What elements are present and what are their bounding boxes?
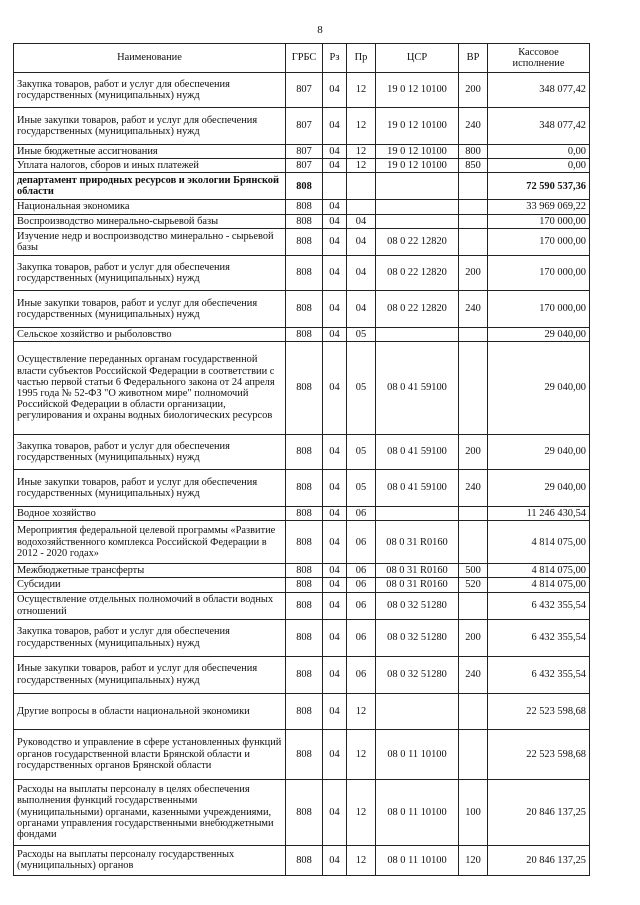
cell-vr: 200 bbox=[459, 255, 488, 290]
table-row bbox=[14, 470, 590, 507]
cell-rz: 04 bbox=[323, 656, 347, 693]
table-row bbox=[14, 342, 590, 435]
cell-pr: 12 bbox=[347, 693, 376, 729]
cell-grbs: 808 bbox=[286, 255, 323, 290]
cell-pr: 12 bbox=[347, 108, 376, 145]
cell-grbs: 808 bbox=[286, 656, 323, 693]
table-row bbox=[14, 656, 590, 693]
table-row bbox=[14, 435, 590, 470]
budget-execution-table bbox=[13, 43, 590, 876]
cell-grbs: 808 bbox=[286, 200, 323, 214]
cell-csr: 08 0 22 12820 bbox=[376, 255, 459, 290]
cell-pr: 05 bbox=[347, 435, 376, 470]
cell-vr: 240 bbox=[459, 108, 488, 145]
cell-vr bbox=[459, 327, 488, 341]
cell-vr: 200 bbox=[459, 435, 488, 470]
cell-csr: 08 0 22 12820 bbox=[376, 290, 459, 327]
cell-pr: 05 bbox=[347, 470, 376, 507]
page-number: 8 bbox=[317, 24, 323, 36]
header-pr: Пр bbox=[347, 44, 376, 73]
cell-csr: 08 0 11 10100 bbox=[376, 845, 459, 875]
cell-name: Межбюджетные трансферты bbox=[14, 564, 286, 578]
cell-name: Закупка товаров, работ и услуг для обеспечения государственных (муниципальных) нужд bbox=[14, 619, 286, 656]
cell-csr: 08 0 41 59100 bbox=[376, 470, 459, 507]
cell-name: Изучение недр и воспроизводство минерально - сырьевой базы bbox=[14, 228, 286, 255]
cell-vr bbox=[459, 693, 488, 729]
cell-pr: 12 bbox=[347, 73, 376, 108]
cell-vr: 240 bbox=[459, 290, 488, 327]
cell-sum: 4 814 075,00 bbox=[488, 578, 590, 592]
cell-rz: 04 bbox=[323, 228, 347, 255]
cell-csr bbox=[376, 214, 459, 228]
cell-csr: 08 0 31 R0160 bbox=[376, 521, 459, 564]
cell-name: Уплата налогов, сборов и иных платежей bbox=[14, 159, 286, 173]
cell-pr: 05 bbox=[347, 327, 376, 341]
cell-name: Воспроизводство минерально-сырьевой базы bbox=[14, 214, 286, 228]
cell-vr bbox=[459, 342, 488, 435]
table-row bbox=[14, 619, 590, 656]
cell-grbs: 808 bbox=[286, 521, 323, 564]
cell-name: Субсидии bbox=[14, 578, 286, 592]
cell-csr: 19 0 12 10100 bbox=[376, 108, 459, 145]
cell-sum: 72 590 537,36 bbox=[488, 173, 590, 200]
cell-sum: 4 814 075,00 bbox=[488, 521, 590, 564]
cell-name: Мероприятия федеральной целевой программы «Развитие водохозяйственного комплекса Российской Федерации в 2012 - 2020 годах» bbox=[14, 521, 286, 564]
cell-pr bbox=[347, 200, 376, 214]
cell-vr bbox=[459, 521, 488, 564]
table-row bbox=[14, 159, 590, 173]
cell-csr bbox=[376, 327, 459, 341]
cell-vr bbox=[459, 200, 488, 214]
cell-vr bbox=[459, 173, 488, 200]
cell-pr: 12 bbox=[347, 845, 376, 875]
cell-pr: 12 bbox=[347, 729, 376, 779]
table-row bbox=[14, 564, 590, 578]
cell-name: департамент природных ресурсов и экологии Брянской области bbox=[14, 173, 286, 200]
table-row bbox=[14, 200, 590, 214]
cell-name: Другие вопросы в области национальной экономики bbox=[14, 693, 286, 729]
cell-sum: 29 040,00 bbox=[488, 470, 590, 507]
cell-vr: 500 bbox=[459, 564, 488, 578]
cell-pr: 12 bbox=[347, 159, 376, 173]
header-rz: Рз bbox=[323, 44, 347, 73]
cell-csr: 19 0 12 10100 bbox=[376, 145, 459, 159]
cell-sum: 170 000,00 bbox=[488, 214, 590, 228]
cell-name: Руководство и управление в сфере установленных функций органов государственной власти Брянской области и государственных органов Брянской области bbox=[14, 729, 286, 779]
cell-rz: 04 bbox=[323, 470, 347, 507]
cell-grbs: 808 bbox=[286, 214, 323, 228]
cell-name: Осуществление переданных органам государственной власти субъектов Российской Федерации в соответствии с частью первой статьи 6 Федерального закона от 24 апреля 1995 года № 52-ФЗ "О животном мире" полномочий Российской Федерации в области организации, регулирования и охраны водных биологических ресурсов bbox=[14, 342, 286, 435]
header-csr: ЦСР bbox=[376, 44, 459, 73]
header-name: Наименование bbox=[14, 44, 286, 73]
cell-grbs: 808 bbox=[286, 845, 323, 875]
cell-csr: 08 0 32 51280 bbox=[376, 592, 459, 619]
cell-name: Иные закупки товаров, работ и услуг для обеспечения государственных (муниципальных) нужд bbox=[14, 290, 286, 327]
cell-grbs: 808 bbox=[286, 470, 323, 507]
header-sum: Кассовое исполнение bbox=[488, 44, 590, 73]
table-row bbox=[14, 73, 590, 108]
cell-grbs: 808 bbox=[286, 173, 323, 200]
cell-csr: 08 0 11 10100 bbox=[376, 729, 459, 779]
cell-pr: 12 bbox=[347, 145, 376, 159]
cell-sum: 11 246 430,54 bbox=[488, 507, 590, 521]
cell-pr: 06 bbox=[347, 564, 376, 578]
cell-sum: 20 846 137,25 bbox=[488, 845, 590, 875]
cell-sum: 0,00 bbox=[488, 159, 590, 173]
cell-vr: 120 bbox=[459, 845, 488, 875]
cell-rz: 04 bbox=[323, 290, 347, 327]
cell-sum: 348 077,42 bbox=[488, 73, 590, 108]
cell-rz: 04 bbox=[323, 578, 347, 592]
cell-rz: 04 bbox=[323, 255, 347, 290]
cell-rz: 04 bbox=[323, 108, 347, 145]
cell-name: Иные закупки товаров, работ и услуг для обеспечения государственных (муниципальных) нужд bbox=[14, 108, 286, 145]
table-row bbox=[14, 521, 590, 564]
cell-grbs: 807 bbox=[286, 145, 323, 159]
cell-grbs: 808 bbox=[286, 327, 323, 341]
table-row bbox=[14, 108, 590, 145]
cell-csr bbox=[376, 173, 459, 200]
cell-csr bbox=[376, 507, 459, 521]
cell-csr: 08 0 31 R0160 bbox=[376, 578, 459, 592]
cell-sum: 29 040,00 bbox=[488, 327, 590, 341]
cell-sum: 6 432 355,54 bbox=[488, 619, 590, 656]
cell-csr: 19 0 12 10100 bbox=[376, 159, 459, 173]
cell-sum: 29 040,00 bbox=[488, 342, 590, 435]
cell-vr bbox=[459, 729, 488, 779]
cell-grbs: 808 bbox=[286, 693, 323, 729]
cell-vr: 520 bbox=[459, 578, 488, 592]
cell-csr: 08 0 41 59100 bbox=[376, 435, 459, 470]
cell-vr: 100 bbox=[459, 779, 488, 845]
table-row bbox=[14, 255, 590, 290]
cell-vr bbox=[459, 228, 488, 255]
cell-grbs: 808 bbox=[286, 435, 323, 470]
cell-grbs: 808 bbox=[286, 507, 323, 521]
cell-csr: 19 0 12 10100 bbox=[376, 73, 459, 108]
cell-pr: 05 bbox=[347, 342, 376, 435]
cell-sum: 29 040,00 bbox=[488, 435, 590, 470]
cell-name: Иные бюджетные ассигнования bbox=[14, 145, 286, 159]
cell-csr: 08 0 32 51280 bbox=[376, 656, 459, 693]
cell-name: Осуществление отдельных полномочий в области водных отношений bbox=[14, 592, 286, 619]
cell-rz: 04 bbox=[323, 564, 347, 578]
cell-pr: 04 bbox=[347, 255, 376, 290]
cell-sum: 348 077,42 bbox=[488, 108, 590, 145]
cell-rz: 04 bbox=[323, 159, 347, 173]
cell-grbs: 808 bbox=[286, 228, 323, 255]
cell-grbs: 808 bbox=[286, 592, 323, 619]
cell-name: Национальная экономика bbox=[14, 200, 286, 214]
cell-csr: 08 0 31 R0160 bbox=[376, 564, 459, 578]
cell-csr bbox=[376, 200, 459, 214]
cell-rz: 04 bbox=[323, 619, 347, 656]
cell-sum: 22 523 598,68 bbox=[488, 729, 590, 779]
header-vr: ВР bbox=[459, 44, 488, 73]
cell-name: Закупка товаров, работ и услуг для обеспечения государственных (муниципальных) нужд bbox=[14, 435, 286, 470]
cell-sum: 170 000,00 bbox=[488, 290, 590, 327]
cell-csr: 08 0 22 12820 bbox=[376, 228, 459, 255]
cell-vr bbox=[459, 592, 488, 619]
cell-name: Расходы на выплаты персоналу в целях обеспечения выполнения функций государственными (муниципальными) органами, казенными учреждениями, органами управления государственными внебюджетными фондами bbox=[14, 779, 286, 845]
cell-pr: 06 bbox=[347, 578, 376, 592]
cell-grbs: 807 bbox=[286, 73, 323, 108]
cell-grbs: 808 bbox=[286, 779, 323, 845]
cell-pr: 04 bbox=[347, 290, 376, 327]
cell-sum: 170 000,00 bbox=[488, 228, 590, 255]
cell-pr: 04 bbox=[347, 214, 376, 228]
cell-vr: 200 bbox=[459, 73, 488, 108]
cell-pr bbox=[347, 173, 376, 200]
cell-grbs: 808 bbox=[286, 290, 323, 327]
cell-name: Расходы на выплаты персоналу государственных (муниципальных) органов bbox=[14, 845, 286, 875]
cell-sum: 33 969 069,22 bbox=[488, 200, 590, 214]
cell-pr: 04 bbox=[347, 228, 376, 255]
cell-vr bbox=[459, 214, 488, 228]
cell-sum: 4 814 075,00 bbox=[488, 564, 590, 578]
cell-rz: 04 bbox=[323, 729, 347, 779]
cell-grbs: 808 bbox=[286, 564, 323, 578]
cell-rz: 04 bbox=[323, 592, 347, 619]
table-row bbox=[14, 327, 590, 341]
cell-name: Закупка товаров, работ и услуг для обеспечения государственных (муниципальных) нужд bbox=[14, 255, 286, 290]
cell-rz: 04 bbox=[323, 435, 347, 470]
table-header-row bbox=[14, 44, 590, 73]
table-row bbox=[14, 214, 590, 228]
cell-rz: 04 bbox=[323, 342, 347, 435]
cell-name: Закупка товаров, работ и услуг для обеспечения государственных (муниципальных) нужд bbox=[14, 73, 286, 108]
cell-vr: 800 bbox=[459, 145, 488, 159]
cell-pr: 12 bbox=[347, 779, 376, 845]
cell-pr: 06 bbox=[347, 619, 376, 656]
table-row bbox=[14, 578, 590, 592]
cell-rz: 04 bbox=[323, 327, 347, 341]
cell-sum: 170 000,00 bbox=[488, 255, 590, 290]
header-grbs: ГРБС bbox=[286, 44, 323, 73]
cell-grbs: 807 bbox=[286, 159, 323, 173]
cell-sum: 20 846 137,25 bbox=[488, 779, 590, 845]
table-row bbox=[14, 507, 590, 521]
cell-rz bbox=[323, 173, 347, 200]
cell-pr: 06 bbox=[347, 507, 376, 521]
cell-rz: 04 bbox=[323, 214, 347, 228]
cell-vr: 240 bbox=[459, 656, 488, 693]
cell-pr: 06 bbox=[347, 592, 376, 619]
cell-vr: 850 bbox=[459, 159, 488, 173]
table-row bbox=[14, 228, 590, 255]
cell-csr: 08 0 11 10100 bbox=[376, 779, 459, 845]
cell-csr: 08 0 41 59100 bbox=[376, 342, 459, 435]
cell-csr bbox=[376, 693, 459, 729]
cell-name: Сельское хозяйство и рыболовство bbox=[14, 327, 286, 341]
cell-sum: 6 432 355,54 bbox=[488, 592, 590, 619]
table-row bbox=[14, 173, 590, 200]
cell-rz: 04 bbox=[323, 73, 347, 108]
table-body bbox=[14, 73, 590, 876]
table-row bbox=[14, 290, 590, 327]
cell-vr bbox=[459, 507, 488, 521]
cell-rz: 04 bbox=[323, 779, 347, 845]
cell-grbs: 808 bbox=[286, 578, 323, 592]
table-row bbox=[14, 592, 590, 619]
cell-rz: 04 bbox=[323, 145, 347, 159]
table-row bbox=[14, 779, 590, 845]
cell-sum: 0,00 bbox=[488, 145, 590, 159]
cell-grbs: 808 bbox=[286, 729, 323, 779]
cell-name: Водное хозяйство bbox=[14, 507, 286, 521]
cell-rz: 04 bbox=[323, 693, 347, 729]
table-row bbox=[14, 729, 590, 779]
cell-pr: 06 bbox=[347, 656, 376, 693]
cell-csr: 08 0 32 51280 bbox=[376, 619, 459, 656]
cell-grbs: 808 bbox=[286, 342, 323, 435]
cell-rz: 04 bbox=[323, 507, 347, 521]
cell-vr: 240 bbox=[459, 470, 488, 507]
cell-rz: 04 bbox=[323, 521, 347, 564]
cell-sum: 6 432 355,54 bbox=[488, 656, 590, 693]
cell-grbs: 807 bbox=[286, 108, 323, 145]
table-row bbox=[14, 145, 590, 159]
cell-vr: 200 bbox=[459, 619, 488, 656]
table-row bbox=[14, 693, 590, 729]
cell-grbs: 808 bbox=[286, 619, 323, 656]
cell-rz: 04 bbox=[323, 200, 347, 214]
cell-name: Иные закупки товаров, работ и услуг для обеспечения государственных (муниципальных) нужд bbox=[14, 470, 286, 507]
cell-rz: 04 bbox=[323, 845, 347, 875]
cell-name: Иные закупки товаров, работ и услуг для обеспечения государственных (муниципальных) нужд bbox=[14, 656, 286, 693]
cell-pr: 06 bbox=[347, 521, 376, 564]
cell-sum: 22 523 598,68 bbox=[488, 693, 590, 729]
table-row bbox=[14, 845, 590, 875]
